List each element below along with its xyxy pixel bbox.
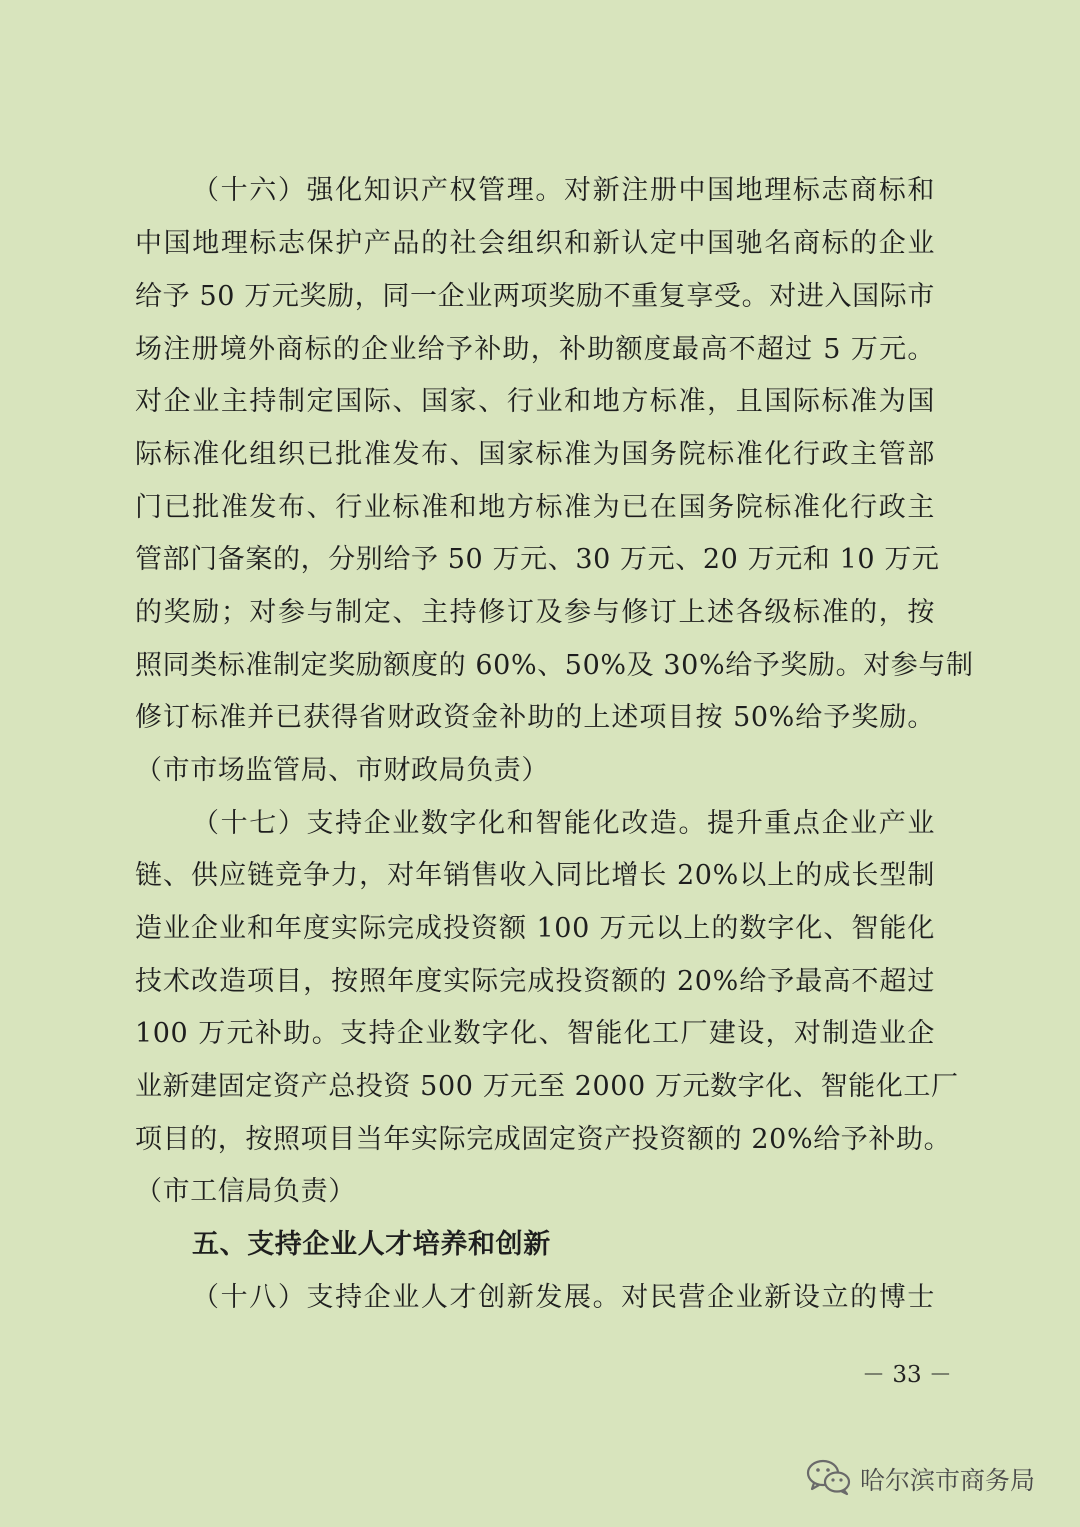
paragraph-16-responsible: （市市场监管局、市财政局负责） — [135, 755, 549, 786]
page-number: － 33 － — [862, 1362, 952, 1388]
paragraph-16-line-2: 中国地理标志保护产品的社会组织和新认定中国驰名商标的企业 — [135, 228, 935, 259]
watermark-text: 哈尔滨市商务局 — [860, 1466, 1036, 1495]
section-heading-5: 五、支持企业人才培养和创新 — [192, 1229, 551, 1260]
paragraph-17-line-2: 链、供应链竞争力，对年销售收入同比增长 20%以上的成长型制 — [135, 860, 935, 891]
paragraph-16-line-5: 对企业主持制定国际、国家、行业和地方标准，且国际标准为国 — [135, 386, 935, 417]
paragraph-16-line-3: 给予 50 万元奖励，同一企业两项奖励不重复享受。对进入国际市 — [135, 281, 935, 312]
paragraph-16-line-4: 场注册境外商标的企业给予补助，补助额度最高不超过 5 万元。 — [135, 334, 935, 365]
paragraph-17-line-6: 业新建固定资产总投资 500 万元至 2000 万元数字化、智能化工厂 — [135, 1071, 959, 1102]
paragraph-16-line-10: 照同类标准制定奖励额度的 60%、50%及 30%给予奖励。对参与制 — [135, 650, 974, 681]
paragraph-16-line-7: 门已批准发布、行业标准和地方标准为已在国务院标准化行政主 — [135, 492, 935, 523]
paragraph-17-line-4: 技术改造项目，按照年度实际完成投资额的 20%给予最高不超过 — [135, 966, 935, 997]
paragraph-17-line-3: 造业企业和年度实际完成投资额 100 万元以上的数字化、智能化 — [135, 913, 935, 944]
paragraph-17-line-5: 100 万元补助。支持企业数字化、智能化工厂建设，对制造业企 — [135, 1018, 935, 1049]
paragraph-16-line-1: （十六）强化知识产权管理。对新注册中国地理标志商标和 — [192, 175, 935, 206]
paragraph-17-line-7: 项目的，按照项目当年实际完成固定资产投资额的 20%给予补助。 — [135, 1124, 952, 1155]
paragraph-16-line-11: 修订标准并已获得省财政资金补助的上述项目按 50%给予奖励。 — [135, 702, 935, 733]
paragraph-16-line-9: 的奖励；对参与制定、主持修订及参与修订上述各级标准的，按 — [135, 597, 935, 628]
paragraph-18-line-1: （十八）支持企业人才创新发展。对民营企业新设立的博士 — [192, 1282, 935, 1313]
wechat-watermark — [806, 1455, 1056, 1503]
paragraph-17-line-1: （十七）支持企业数字化和智能化改造。提升重点企业产业 — [192, 808, 935, 839]
paragraph-16-line-8: 管部门备案的，分别给予 50 万元、30 万元、20 万元和 10 万元 — [135, 544, 940, 575]
paragraph-17-responsible: （市工信局负责） — [135, 1176, 356, 1207]
paragraph-16-line-6: 际标准化组织已批准发布、国家标准为国务院标准化行政主管部 — [135, 439, 935, 470]
wechat-icon — [806, 1458, 852, 1500]
